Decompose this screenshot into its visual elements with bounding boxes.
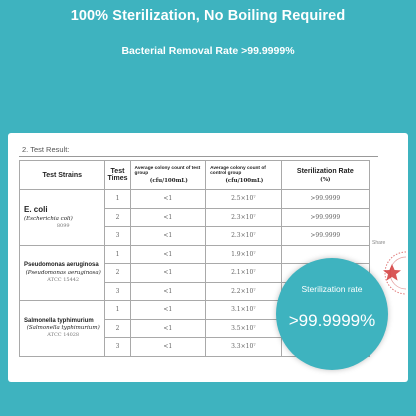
cell-rate: >99.9999 — [281, 190, 369, 209]
cell-test-count: <1 — [130, 227, 206, 246]
cell-times: 2 — [105, 208, 130, 227]
strain-atcc: ATCC 15442 — [47, 276, 80, 283]
cell-control-count: 3.5×10⁷ — [206, 319, 282, 338]
badge-value: >99.9999% — [288, 311, 376, 330]
strain-name: E. coli — [24, 205, 48, 215]
cell-times: 2 — [105, 319, 130, 338]
cell-control-count: 1.9×10⁷ — [206, 245, 282, 264]
strain-latin: (Escherichia coli) — [24, 215, 73, 222]
strain-latin: (Pseudomonas aeruginosa) — [25, 269, 101, 276]
col-test-group — [130, 161, 206, 190]
col-test-group-unit: (cfu/100mL) — [149, 178, 188, 184]
cell-control-count: 2.1×10⁷ — [206, 264, 282, 283]
strain-salmonella — [20, 301, 105, 357]
cell-test-count: <1 — [130, 190, 206, 209]
cell-control-count: 3.3×10⁷ — [206, 338, 282, 357]
col-test-times: Test Times — [105, 161, 130, 190]
cell-test-count: <1 — [130, 319, 206, 338]
cell-test-count: <1 — [130, 338, 206, 357]
cell-control-count: 2.3×10⁷ — [206, 227, 282, 246]
col-control-group — [206, 161, 282, 190]
cell-times: 2 — [105, 264, 130, 283]
cell-test-count: <1 — [130, 301, 206, 320]
strain-latin: (Salmonella typhimurium) — [26, 325, 100, 332]
badge-label: Sterilization rate — [301, 284, 363, 294]
cell-control-count: 2.5×10⁷ — [206, 190, 282, 209]
cell-control-count: 2.3×10⁷ — [206, 208, 282, 227]
cell-test-count: <1 — [130, 282, 206, 301]
col-test-strains: Test Strains — [20, 161, 105, 190]
col-control-group-unit: (cfu/100mL) — [225, 178, 264, 184]
strain-atcc: ATCC 14028 — [47, 332, 80, 339]
cell-test-count: <1 — [130, 264, 206, 283]
cell-test-count: <1 — [130, 245, 206, 264]
header-banner — [0, 0, 416, 130]
cell-times: 3 — [105, 282, 130, 301]
strain-ecoli — [20, 190, 105, 246]
cell-control-count: 2.2×10⁷ — [206, 282, 282, 301]
page-subtitle: Bacterial Removal Rate >99.9999% — [121, 45, 295, 57]
cell-rate: >99.9999 — [281, 208, 369, 227]
cell-test-count: <1 — [130, 208, 206, 227]
cell-times: 1 — [105, 301, 130, 320]
col-control-group-label: Average colony count of control group — [210, 166, 266, 176]
table-header-row — [20, 161, 370, 190]
cell-rate: >99.9999 — [281, 227, 369, 246]
col-rate-unit: (%) — [320, 176, 331, 183]
cell-times: 1 — [105, 245, 130, 264]
section-title: 2. Test Result: — [22, 145, 70, 154]
cell-times: 1 — [105, 190, 130, 209]
col-rate-label: Sterilization Rate — [296, 167, 354, 175]
col-sterilization-rate — [281, 161, 369, 190]
sterilization-rate-badge — [276, 258, 388, 370]
col-test-group-label: Average colony count of test group — [134, 166, 201, 176]
table-row — [20, 190, 370, 209]
divider — [19, 156, 378, 157]
cell-times: 3 — [105, 227, 130, 246]
page-title: 100% Sterilization, No Boiling Required — [70, 8, 346, 24]
strain-atcc: 8099 — [56, 222, 70, 229]
share-label: Share — [372, 240, 386, 246]
strain-name: Pseudomonas aeruginosa — [24, 262, 99, 269]
cell-control-count: 3.1×10⁷ — [206, 301, 282, 320]
strain-pseudomonas — [20, 245, 105, 301]
cell-times: 3 — [105, 338, 130, 357]
strain-name: Salmonella typhimurium — [24, 317, 94, 324]
